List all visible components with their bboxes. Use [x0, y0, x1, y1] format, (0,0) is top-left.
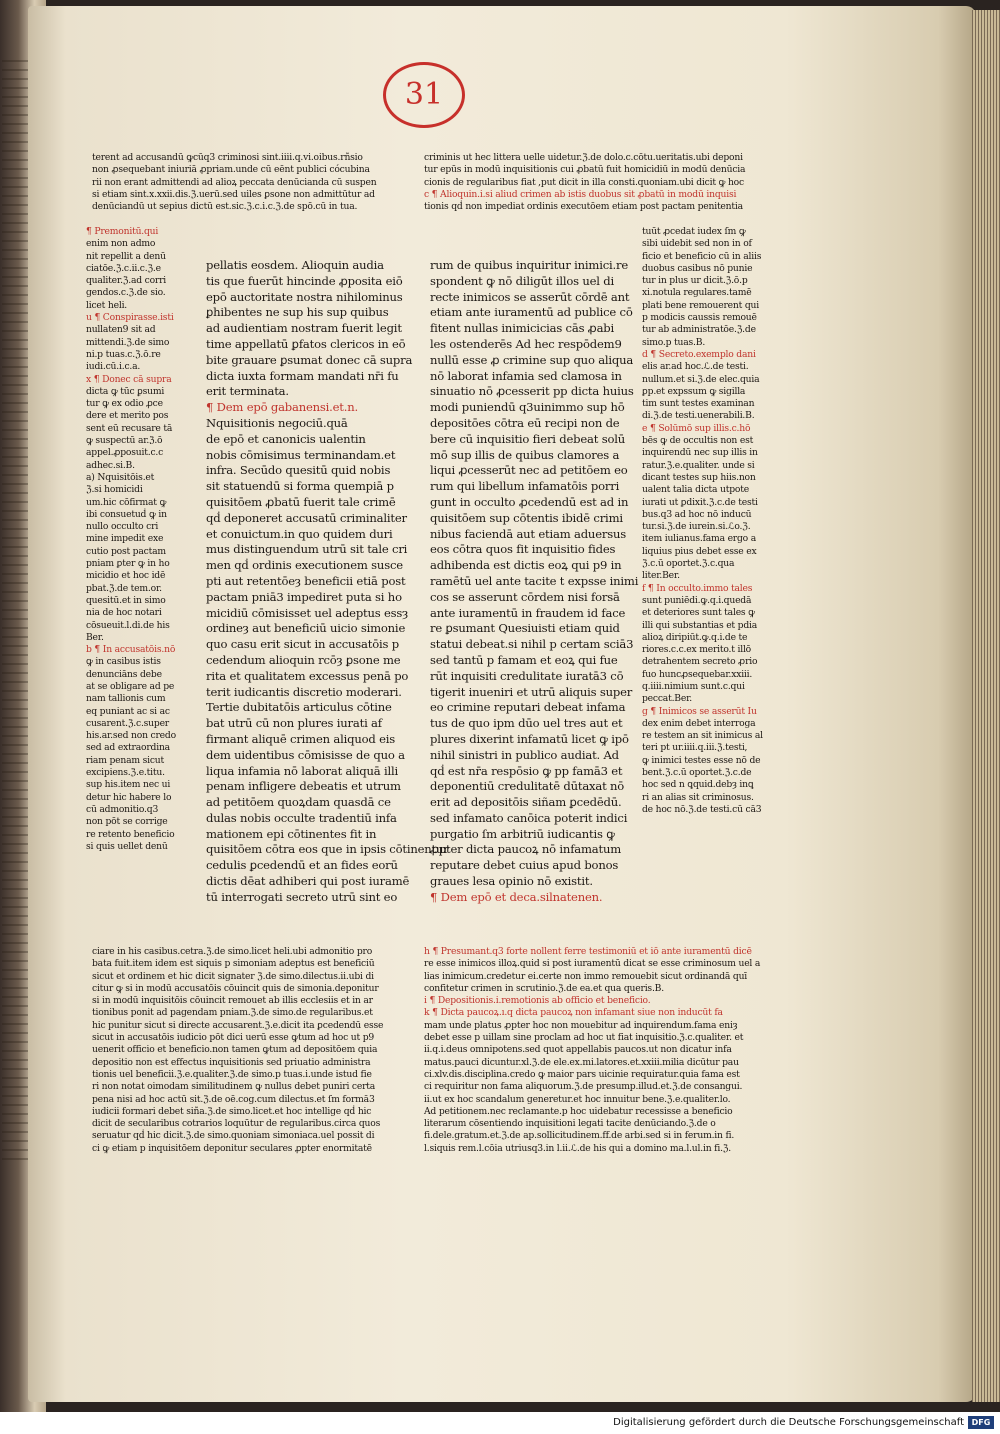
text-line: bite grauare ꝑsumat donec cā supra — [206, 352, 413, 367]
text-line: nullaten9 sit ad — [86, 324, 156, 336]
gloss-left-margin — [86, 226, 202, 946]
text-line: tim sunt testes examinan — [642, 398, 755, 410]
text-line: et deteriores sunt tales ꝙ — [642, 607, 755, 619]
text-line: ad audientiam nostram fuerit legit — [206, 321, 402, 336]
text-line: sed ad extraordina — [86, 742, 170, 754]
text-line: i ¶ Depositionis.i.remotionis ab officio et beneficio. — [424, 995, 651, 1007]
text-line: cedendum alioquin rcōȝ ꝑsone me — [206, 652, 401, 667]
footer-credit: Digitalisierung gefördert durch die Deutsche Forschungsgemeinschaft — [613, 1417, 964, 1428]
text-line: q.iiii.nimium sunt.c.qui — [642, 680, 745, 692]
text-line: cionis de regularibus fiat ,put dicit in illa consti.quoniam.ubi dicit ꝙ hoc — [424, 176, 744, 188]
text-line: rum qui libellum infamatōis porri — [430, 479, 620, 494]
text-line: les ostenderēs Ad hec respōdem9 — [430, 336, 622, 351]
text-line: tur ꝙ ex odio ꝓce — [86, 398, 163, 410]
text-line: x ¶ Donec cā supra — [86, 373, 172, 385]
text-line: c ¶ Alioquin.i.si aliud crimen ab istis duobus sit ꝓbatū in modū inquisi — [424, 188, 737, 200]
text-line: ℨ.c.ū oportet.ℨ.c.qua — [642, 558, 735, 570]
text-line: sinuatio nō ꝓcesserit pp dicta huius — [430, 384, 634, 399]
gloss-bottom-left — [92, 946, 406, 1192]
text-line: erit terminata. — [206, 384, 289, 399]
text-line: ii.q.i.deus omnipotens.sed quot appellabis paucos.ut non dicatur infa — [424, 1044, 732, 1056]
text-line: tuūt ꝓcedat iudex ſm ꝙ — [642, 226, 746, 237]
text-line: tionibus ponit ad pagendam pniam.ℨ.de simo.de regularibus.et — [92, 1007, 373, 1019]
text-line: non pōt se corrige — [86, 816, 168, 828]
text-line: rum de quibus inquiritur inimici.re — [430, 258, 629, 272]
text-line: ¶ Dem epō gabanensi.et.n. — [206, 400, 359, 415]
text-line: dicta iuxta formam mandati nr̄i fu — [206, 368, 399, 383]
text-line: mine impedit exe — [86, 533, 164, 545]
text-line: plati bene remouerent qui — [642, 299, 759, 311]
text-line: k ¶ Dicta paucoꝝ.ı.q dicta paucoꝝ non infamant siue non inducūt fa — [424, 1007, 723, 1019]
text-line: pbat.ℨ.de tem.or. — [86, 582, 162, 594]
text-line: literarum cōsentiendo inquisitioni legati tacite denūciando.ℨ.de o — [424, 1118, 716, 1130]
text-line: ri non notat oimodam similitudinem ꝙ nullus debet puniri certa — [92, 1081, 376, 1093]
text-line: sibi uidebit sed non in of — [642, 238, 752, 250]
text-line: confitetur crimen in scrutinio.ℨ.de ea.et qua queris.B. — [424, 982, 664, 994]
text-line: ꝙ inimici testes esse nō de — [642, 754, 761, 766]
text-line: elis ar.ad hoc.ℒ.de testi. — [642, 361, 749, 373]
text-line: reputare debet cuius apud bonos — [430, 858, 619, 873]
page-edges — [972, 10, 1000, 1402]
text-line: cos se asserunt cōrdem nisi forsā — [430, 589, 620, 604]
text-line: modi puniendū q3uinimmo sup hō — [430, 400, 625, 415]
text-line: bere cū inquisitio fieri debeat solū — [430, 431, 626, 446]
text-line: cedulis ꝑcedendū et an fides eorū — [206, 858, 398, 873]
text-line: cusarent.ℨ.c.super — [86, 717, 170, 729]
text-line: ci ꝙ etiam p inquisitōem deponitur seculares ꝓpter enormitatē — [92, 1142, 372, 1154]
text-line: nobis cōmisimus terminandam.et — [206, 447, 396, 462]
text-line: detur hic habere lo — [86, 791, 172, 803]
text-line: Nquisitionis negociū.quā — [206, 415, 348, 430]
text-line: pactam pniā3 impediret puta si ho — [206, 589, 402, 604]
text-line: h ¶ Presumant.q3 forte nollent ferre testimoniū et iō ante iuramentū dicē — [424, 946, 752, 957]
text-line: iudicii formari debet siña.ℨ.de simo.licet.et hoc intellige qḋ hic — [92, 1105, 372, 1117]
text-line: simo.p tuas.B. — [642, 336, 706, 348]
text-line: plures dixerint infamatū licet ꝙ ipō — [430, 731, 629, 746]
text-line: si in modū inquisitōis cōuincit remouet ab illis ecclesiis et in ar — [92, 995, 373, 1007]
text-line: micidiū cōmisisset uel adeptus essȝ — [206, 605, 409, 620]
text-line: ci requiritur non fama aliquorum.ℨ.de presump.illud.et.ℨ.de consangui. — [424, 1081, 743, 1093]
text-line: rita et qualitatem excessus penā po — [206, 668, 409, 683]
text-line: et conuictum.in quo quidem duri — [206, 526, 393, 541]
text-line: time appellatū ꝑfatos clericos in eō — [206, 336, 406, 351]
text-line: nullū esse ꝓ crimine sup quo aliqua — [430, 352, 634, 367]
text-line: sunt puniēdi.ꝙ.q.i.quedā — [642, 594, 752, 606]
text-line: peccat.Ber. — [642, 693, 692, 705]
text-line: duobus casibus nō punie — [642, 262, 753, 274]
text-line: fuo huncꝓsequebar.xxiii. — [642, 668, 753, 680]
main-column-1 — [206, 258, 449, 930]
text-line: iudi.cū.i.c.a. — [86, 361, 141, 373]
text-line: dicant testes sup hiis.non — [642, 471, 756, 483]
text-line: eo crimine reputari debeat infama — [430, 700, 626, 715]
text-line: Tertie dubitatōis articulus cōtine — [206, 700, 392, 715]
text-line: item iulianus.fama ergo a — [642, 533, 757, 545]
text-line: fitent nullas inimicicias cās ꝓabi — [430, 321, 615, 336]
text-line: ciatōe.ℨ.c.ii.c.ℨ.e — [86, 262, 161, 274]
text-line: bēs ꝙ de occultis non est — [642, 435, 754, 447]
text-line: qḋ est nr̄a respōsio ꝙ pp famā3 et — [430, 763, 623, 778]
text-line: firmant aliquē crimen aliquod eis — [206, 731, 395, 746]
text-line: dictis dēat adhiberi qui post iuramē — [206, 874, 410, 889]
text-line: hic punitur sicut si directe accusarent.ℨ.e.dicit ita ꝑcedendū esse — [92, 1019, 384, 1031]
text-line: l.siquis rem.l.cōia utriusq3.in l.ii.ℒ.de his qui a domino ma.l.ul.in fi.ℨ. — [424, 1142, 731, 1154]
text-line: Ad petitionem.nec reclamante.p hoc uidebatur recessisse a beneficio — [424, 1105, 733, 1117]
text-line: re ꝑsumant Quesiuisti etiam quid — [430, 621, 620, 636]
text-line: de epō et canonicis ualentin — [206, 431, 366, 446]
text-line: riores.c.c.ex merito.t illō — [642, 644, 752, 656]
text-line: ficio et beneficio cū in aliis — [642, 250, 762, 262]
text-line: si etiam sint.x.xxii.dis.ℨ.uerū.sed uiles ꝑsone non admittūtur ad — [92, 188, 375, 200]
text-line: ordineȝ aut beneficiū uicio simonie — [206, 621, 406, 636]
text-line: re esse inimicos illoꝝ.quid si post iuramentū dicat se esse criminosum uel a — [424, 958, 761, 970]
text-line: matus.pauci dicuntur.xl.ℨ.de ele.ex.mi.latores.et.xxiii.milia dicūtur pau — [424, 1056, 739, 1068]
text-line: rii non erant admittendi ad alioꝝ peccata denūcianda cū suspen — [92, 176, 377, 188]
text-line: depositio non est effectus inquisitionis sed priuatio administra — [92, 1056, 371, 1068]
text-line: lias inimicum.credetur ei.certe non immo remouebit sicut ordinandā quī — [424, 970, 748, 982]
text-line: ꝑp.et expssum ꝙ sigilla — [642, 385, 746, 397]
text-line: quisitōem cōtra eos que in ipsis cōtinentur — [206, 842, 449, 857]
text-line: appel.ꝓposuit.c.c — [86, 447, 164, 459]
text-line: e ¶ Solūmō sup illis.c.hō — [642, 422, 751, 434]
text-line: spondent ꝙ nō diligūt illos uel di — [430, 273, 615, 288]
text-line: pena nisi ad hoc actū sit.ℨ.de oē.cog.cum dilectus.et ſm formā3 — [92, 1093, 375, 1105]
text-line: ꝑhibentes ne sup his sup quibus — [206, 305, 389, 320]
text-line: d ¶ Secreto.exemplo dani — [642, 348, 756, 360]
text-line: pniam ꝑter ꝙ in ho — [86, 558, 170, 570]
text-line: quesitū.et in simo — [86, 594, 166, 606]
library-stamp: 31 — [383, 62, 465, 128]
text-line: ii.ut ex hoc scandalum generetur.et hoc innuitur bene.ℨ.e.qualiter.lo. — [424, 1093, 731, 1105]
text-line: iurati ut ꝑdixit.ℨ.c.de testi — [642, 496, 758, 508]
text-line: detrahentem secreto ꝓrio — [642, 656, 758, 668]
text-line: re testem an sit inimicus al — [642, 730, 763, 742]
text-line: tur in plus ur dicit.ℨ.ō.p — [642, 275, 748, 287]
text-line: debet esse p uillam sine proclam ad hoc ut fiat inquisitio.ℨ.c.qualiter. et — [424, 1032, 744, 1044]
text-line: Ber. — [86, 631, 104, 643]
gloss-top-left — [92, 152, 404, 224]
text-line: ibi consuetuḋ ꝙ in — [86, 508, 167, 520]
text-line: erit ad depositōis siñam ꝑcedēdū. — [430, 795, 622, 810]
text-line: non ꝓsequebant iniuriā ꝓpriam.unde cū eēnt publici cócubina — [92, 164, 370, 176]
text-line: nō laborat infamia sed clamosa in — [430, 368, 622, 383]
gloss-bottom-right — [424, 946, 790, 1192]
text-line: excipiens.ℨ.e.titu. — [86, 767, 165, 779]
text-line: nullum.et si.ℨ.de elec.quia — [642, 373, 760, 385]
text-line: fi.dele.gratum.et.ℨ.de ap.sollicitudinem.ff.de arbi.sed si in ferum.in fi. — [424, 1130, 735, 1142]
text-line: rūt inquisiti credulitate iuratā3 cō — [430, 668, 624, 683]
text-line: dulas nobis occulte tradentiū infa — [206, 810, 397, 825]
text-line: mationem epi cōtinentes fit in — [206, 826, 377, 841]
text-line: statui debeat.si nihil p certam sciā3 — [430, 637, 634, 652]
text-line: tionis uel beneficii.ℨ.e.qualiter.ℨ.de simo.p tuas.i.unde istud fie — [92, 1068, 372, 1080]
text-line: pti aut retentōeȝ beneficii etiā post — [206, 573, 406, 588]
text-line: epō auctoritate nostra nihilominus — [206, 289, 403, 304]
text-line: u ¶ Conspirasse.isti — [86, 312, 174, 324]
text-line: gendos.c.ℨ.de sio. — [86, 287, 166, 299]
text-line: tur.si.ℨ.de iurein.si.ℒo.ℨ. — [642, 521, 751, 533]
text-line: tis que fuerūt hincinde ꝓposita eiō — [206, 273, 403, 288]
text-line: ramētū uel ante tacite t expsse inimi — [430, 573, 639, 588]
text-line: his.ar.sed non credo — [86, 730, 176, 742]
text-line: depositōes cōtra eū recipi non de — [430, 415, 620, 430]
text-line: uenerit officio et beneficio.non tamen ꝙtum ad depositōem quia — [92, 1044, 378, 1056]
text-line: tur ab administratōe.ℨ.de — [642, 324, 756, 336]
text-line: cū admonitio.q3 — [86, 803, 159, 815]
text-line: teri pt ur.iiii.q.iii.ℨ.testi, — [642, 742, 748, 754]
text-line: a) Nquisitōis.et — [86, 471, 155, 483]
text-line: um.hic cōfirmat ꝙ — [86, 496, 167, 508]
text-line: ci.xlv.dis.disciplina.credo ꝙ maior pars uicinie requiratur.quia fama est — [424, 1068, 740, 1080]
text-line: recte inimicos se asserūt cōrdē ant — [430, 289, 630, 304]
text-line: pellatis eosdem. Alioquin audia — [206, 258, 384, 272]
text-line: micidio et hoc idē — [86, 570, 166, 582]
text-line: nam tallionis cum — [86, 693, 166, 705]
text-line: etiam ante iuramentū ad publice cō — [430, 305, 633, 320]
text-line: citur ꝙ si in modū accusatōis cōuincit quis de simonia.deponitur — [92, 982, 379, 994]
text-line: p modicis caussis remouē — [642, 312, 757, 324]
text-line: mus distinguendum utrū sit tale cri — [206, 542, 408, 557]
text-line: penam infligere debeatis et utrum — [206, 779, 401, 794]
text-line: nit repellit a denū — [86, 250, 166, 262]
text-line: liqui ꝓcesserūt nec ad petitōem eo — [430, 463, 628, 478]
text-line: liter.Ber. — [642, 570, 680, 582]
text-line: men qḋ ordinis executionem susce — [206, 558, 403, 573]
text-line: nihil sinistri in publico audiat. Ad — [430, 747, 619, 762]
text-line: sed infamato canōica poterit indici — [430, 810, 628, 825]
text-line: dicit de secularibus cotrarios loquūtur de regularibus.circa quos — [92, 1118, 381, 1130]
text-line: ꝓpter dicta paucoꝝ nō infamatum — [430, 842, 622, 857]
text-line: ℨ.si homicidi — [86, 484, 143, 496]
text-line: dicta ꝙ tūc ꝑsumi — [86, 385, 165, 397]
text-line: illi qui substantias et pdia — [642, 619, 758, 631]
text-line: re retento beneficio — [86, 828, 175, 840]
text-line: si quis uellet denū — [86, 840, 168, 852]
text-line: qḋ deponeret accusatū criminaliter — [206, 510, 407, 525]
text-line: ciare in his casibus.cetra.ℨ.de simo.licet heli.ubi admonitio pro — [92, 946, 373, 957]
text-line: nia de hoc notari — [86, 607, 162, 619]
text-line: sup his.item nec ui — [86, 779, 171, 791]
text-line: tū interrogati secreto utrū sint eo — [206, 889, 398, 904]
text-line: infra. Secūdo quesitū quid nobis — [206, 463, 391, 478]
text-line: ¶ Dem epō et deca.silnatenen. — [430, 889, 603, 904]
text-line: sent eū recusare tā — [86, 422, 173, 434]
text-line: tur epūs in modū inquisitionis cui ꝓbatū fuit homicidiū in modū denūcia — [424, 164, 746, 176]
text-line: terit iudicantis discretio moderari. — [206, 684, 402, 699]
text-line: liqua infamia nō laborat aliquā illi — [206, 763, 398, 778]
gloss-right-margin — [642, 226, 794, 948]
text-line: denunciāns debe — [86, 668, 162, 680]
text-line: bus.q3 ad hoc nō inducū — [642, 508, 752, 520]
text-line: ante iuramentū in fraudem id face — [430, 605, 626, 620]
text-line: dex enim debet interroga — [642, 717, 756, 729]
text-line: ualent talia dicta utpote — [642, 484, 749, 496]
dfg-logo: DFG — [968, 1416, 994, 1429]
text-line: tus de quo ipm dūo uel tres aut et — [430, 716, 623, 731]
text-line: quisitōem sup cōtentis ibidē crimi — [430, 510, 623, 525]
text-line: ri an alias sit criminosus. — [642, 791, 754, 803]
text-line: tionis qḋ non impediat ordinis executōem etiam post pactam penitentia — [424, 201, 743, 213]
main-column-2 — [430, 258, 639, 930]
text-line: adhibenda est dictis eoꝝ qui p9 in — [430, 558, 622, 573]
text-line: mittendi.ℨ.de simo — [86, 336, 170, 348]
text-line: ¶ Premonitū.qui — [86, 226, 159, 237]
text-line: mō sup illis de quibus clamores a — [430, 447, 620, 462]
text-line: deponentiū credulitatē dūtaxat nō — [430, 779, 625, 794]
text-line: b ¶ In accusatōis.nō — [86, 644, 176, 656]
text-line: cutio post pactam — [86, 545, 166, 557]
text-line: dem uidentibus cōmisisse de quo a — [206, 747, 405, 762]
text-line: quo casu erit sicut in accusatōis p — [206, 637, 399, 652]
text-line: bent.ℨ.c.ū oportet.ℨ.c.de — [642, 767, 752, 779]
text-line: di.ℨ.de testi.uenerabili.B. — [642, 410, 755, 422]
footer-bar — [0, 1412, 1000, 1434]
text-line: sit statuendū si forma quempiā p — [206, 479, 394, 494]
text-line: g ¶ Inimicos se asserūt Iu — [642, 705, 757, 717]
text-line: hoc sed n ꝗquid.debȝ inꝗ — [642, 779, 754, 791]
text-line: at se obligare ad pe — [86, 680, 175, 692]
text-line: mam unde platus ꝓpter hoc non mouebitur ad inquirendum.fama eniȝ — [424, 1019, 738, 1031]
text-line: gunt in occulto ꝓcedendū est ad in — [430, 494, 629, 509]
text-line: cōsueuit.l.di.de his — [86, 619, 170, 631]
text-line: criminis ut hec littera uelle uidetur.ℨ.de dolo.c.cōtu.ueritatis.ubi deponi — [424, 152, 743, 163]
text-line: eos cōtra quos fit inquisitio fides — [430, 542, 616, 557]
text-line: ꝙ in casibus istis — [86, 656, 161, 668]
text-line: sicut in accusatōis iudicio pōt dici uerū esse ꝙtum ad hoc ut p9 — [92, 1032, 375, 1044]
text-line: nullo occulto cri — [86, 521, 159, 533]
text-line: sicut et ordinem et hic dicit signater ℨ.de simo.dilectus.ii.ubi di — [92, 970, 374, 982]
text-line: graues lesa opinio nō existit. — [430, 874, 593, 889]
text-line: eq puniant ac si ac — [86, 705, 170, 717]
text-line: ni.p tuas.c.ℨ.ō.re — [86, 348, 161, 360]
gloss-top-right — [424, 152, 796, 224]
text-line: f ¶ In occulto.immo tales — [642, 582, 753, 594]
text-line: licet heli. — [86, 299, 128, 311]
text-line: bata fuit.item idem est siquis p simoniam adeptus est beneficiū — [92, 958, 375, 970]
text-line: ꝙ suspectū ar.ℨ.ō — [86, 435, 163, 447]
text-line: ad petitōem quoꝝdam quasdā ce — [206, 795, 391, 810]
text-line: xi.notula regulares.tamē — [642, 287, 752, 299]
text-line: denūciandū ut sepius dictū est.sic.ℨ.c.i.c.ℨ.de spō.cū in tua. — [92, 201, 358, 213]
text-line: adhec.si.B. — [86, 459, 135, 471]
text-line: seruatur qḋ hic dicit.ℨ.de simo.quoniam simoniaca.uel possit di — [92, 1130, 375, 1142]
text-line: dere et merito pos — [86, 410, 169, 422]
text-line: enim non admo — [86, 238, 156, 250]
text-line: qualiter.ℨ.ad corri — [86, 275, 167, 287]
text-line: liquius pius debet esse ex — [642, 545, 757, 557]
text-line: riam penam sicut — [86, 754, 164, 766]
text-line: nibus faciendā aut etiam aduersus — [430, 526, 626, 541]
text-line: purgatio ſm arbitriū iudicantis ꝙ — [430, 826, 615, 841]
text-line: quisitōem ꝓbatū fuerit tale crimē — [206, 494, 396, 509]
text-line: terent ad accusandū ꝙcūq3 criminosi sint.iiii.q.vi.oibus.rñsio — [92, 152, 363, 163]
text-line: tigerit inueniri et utrū aliquis super — [430, 684, 633, 699]
text-line: alioꝝ diripiūt.ꝙ.q.i.de te — [642, 631, 748, 643]
text-line: de hoc nō.ℨ.de testi.cū cā3 — [642, 803, 762, 815]
text-line: sed tantū p famam et eoꝝ qui fue — [430, 652, 618, 667]
text-line: inquirendū nec sup illis in — [642, 447, 758, 459]
text-line: bat utrū cū non plures iurati af — [206, 716, 382, 731]
text-line: ratur.ℨ.e.qualiter. unde si — [642, 459, 755, 471]
